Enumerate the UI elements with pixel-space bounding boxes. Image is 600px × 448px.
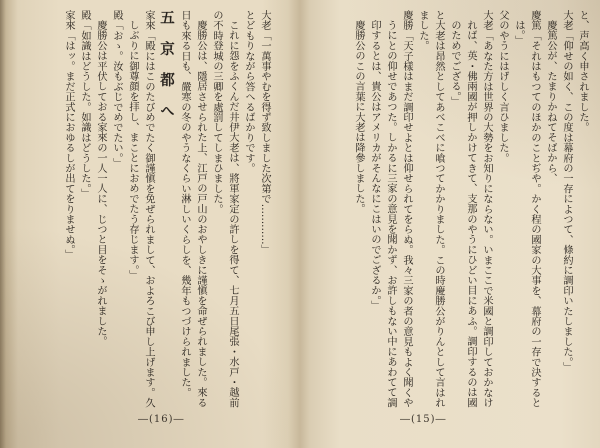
narrative-paragraph: と大老は昂然としてあべこべに喰つてかかりました。この時慶勝公がりんとして言はれました。 <box>417 10 444 408</box>
narrative-paragraph: 慶勝公は、隱居させられた上、江戸の戸山のおやしきに謹愼を命ぜられました。來る日も來る日も、嚴寒の冬のやうなくらい淋しいくらしを、幾年もつづけられました。 <box>179 10 206 408</box>
left-page-text <box>60 10 272 414</box>
right-page <box>300 0 600 448</box>
right-page-text <box>350 10 590 414</box>
narrative-paragraph: とどもりながら答へるばかりです。 <box>243 10 254 174</box>
narrative-paragraph: 父のやうにはげしく言ひました。 <box>497 10 508 163</box>
narrative-paragraph: 慶篤公が、たまりかねてそばから、 <box>545 20 556 184</box>
dialogue-paragraph: 慶篤「それはもつてのほかのことぢや。かく程の國家の大事を、幕府の一存で決するとは。」 <box>513 10 540 408</box>
dialogue-paragraph: 家來「殿にはこのたびめでたく御謹愼を免ぜられまして、およろこび申し上げます。久しぶりに御尊顔を拝し、まことにおめでたう存じます。」 <box>127 10 154 408</box>
page-number: ―(15)― <box>400 414 447 425</box>
dialogue-paragraph: 大老「あなた方は世界の大勢をお知りにならない。いまここで米國と調印しておかなければ、英・佛兩國が押しかけてきて、支那のやうにひどい目にあふ。調印するのは國のためでござる。」 <box>449 10 492 408</box>
dialogue-paragraph: 大老「仰せの如く、この度は幕府の一存によつて、條約に調印いたしました。」 <box>561 10 572 373</box>
dialogue-paragraph: 殿「おゝ。汝もぶじでめでたい。」 <box>111 10 122 169</box>
narrative-paragraph: 慶勝公のこの言葉に大老は降參しました。 <box>353 20 364 214</box>
dialogue-paragraph: 家來「はッ。まだ正式におゆるしが出てをりませぬ。」 <box>63 10 74 260</box>
dialogue-paragraph: 慶勝「天子樣はまだ調印せよとは仰せられてをらぬ。我々三家の者の意見もよく聞くやうにとの仰せであつた。しかるに三家の意見を聞かず、お許しもない中にあわてて調印するとは、貴公はアメリカがそんなにこはいのでござるか。」 <box>369 10 412 408</box>
narrative-paragraph: 慶勝公は平伏しておる家來の一人一人に、じつと目をそゝがれました。 <box>95 20 106 347</box>
narrative-paragraph: と、声高く申されました。 <box>577 10 588 133</box>
dialogue-paragraph: 殿「如識はどうした。如識はどうした。」 <box>79 10 90 199</box>
narrative-paragraph: これに怨をふくんだ井伊大老は、將軍家定の許しを得て、七月五日尾張・水戸・越前の不時登城の三卿を處罰してしまひました。 <box>211 10 238 408</box>
chapter-heading: 五 京 都 へ <box>158 10 175 119</box>
page-number: ―(16)― <box>138 414 185 425</box>
dialogue-paragraph: 大老「一萬事やむを得ず致しました次第で…………」 <box>259 10 270 255</box>
